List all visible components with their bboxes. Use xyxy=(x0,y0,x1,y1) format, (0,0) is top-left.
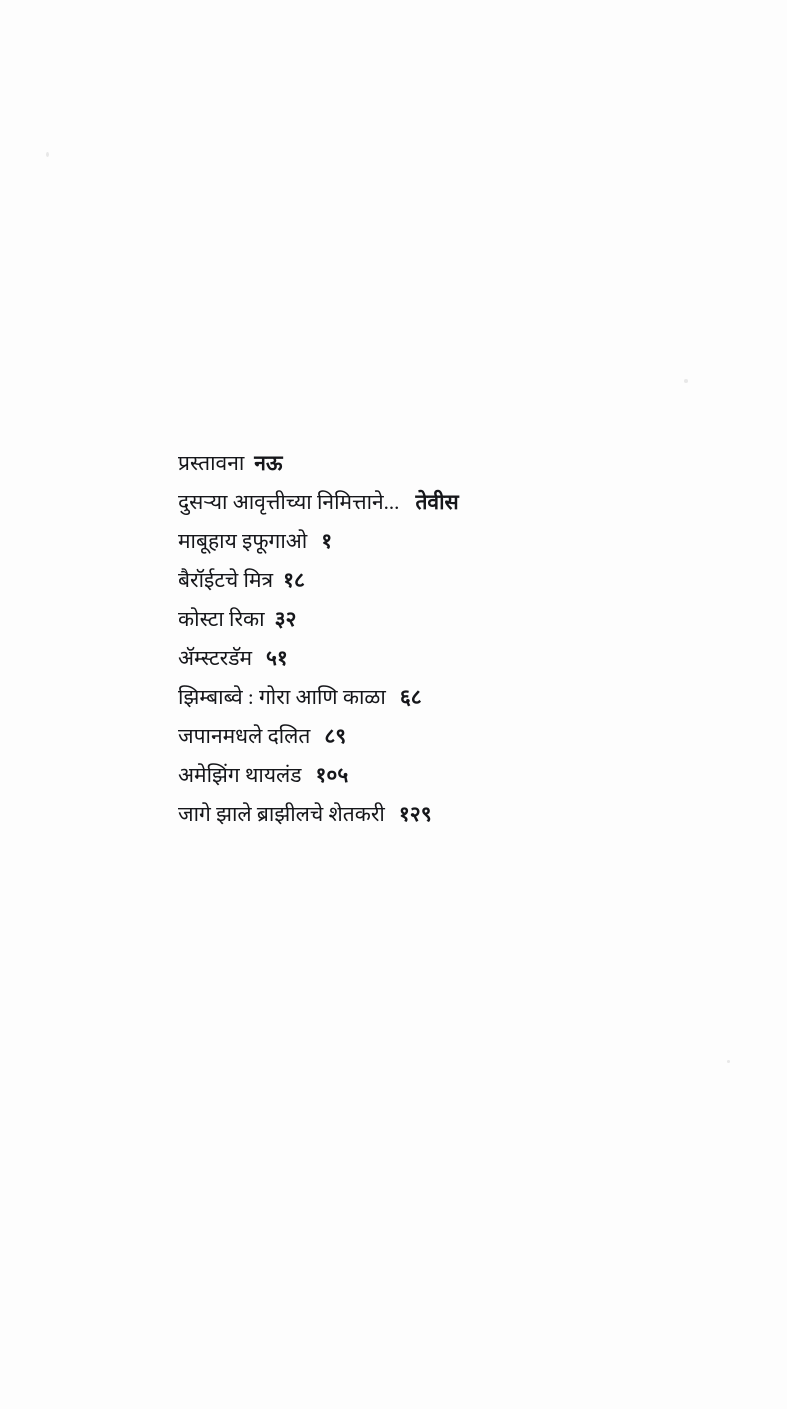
toc-entry[interactable] xyxy=(178,639,738,678)
toc-entry-title: ॲम्स्टरडॅम xyxy=(178,646,253,670)
toc-entry[interactable] xyxy=(178,717,738,756)
toc-entry-title: अमेझिंग थायलंड xyxy=(178,763,302,787)
toc-entry-page: १०५ xyxy=(315,763,349,787)
toc-entry-title: जपानमधले दलित xyxy=(178,724,311,748)
toc-entry[interactable] xyxy=(178,678,738,717)
page-speckle xyxy=(727,1060,730,1063)
toc-entry-title: झिम्बाब्वे : गोरा आणि काळा xyxy=(178,685,386,709)
toc-entry-page: ६८ xyxy=(399,685,422,709)
toc-entry-page: १ xyxy=(321,529,333,553)
toc-entry[interactable] xyxy=(178,522,738,561)
toc-entry-page: १८ xyxy=(283,568,305,592)
toc-entry-title: कोस्टा रिका xyxy=(178,607,265,631)
toc-entry-title: जागे झाले ब्राझीलचे शेतकरी xyxy=(178,802,385,826)
toc-entry[interactable] xyxy=(178,561,738,600)
toc-entry-page: ३२ xyxy=(274,607,297,631)
toc-entry[interactable] xyxy=(178,600,738,639)
toc-entry-page: ८९ xyxy=(324,724,347,748)
toc-entry[interactable] xyxy=(178,444,738,483)
toc-entry-page: १२९ xyxy=(398,802,432,826)
toc-entry[interactable] xyxy=(178,795,738,834)
toc-entry-page: तेवीस xyxy=(415,490,459,514)
toc-entry-title: माबूहाय इफूगाओ xyxy=(178,529,308,553)
toc-entry-title: प्रस्तावना xyxy=(178,451,245,475)
toc-entry[interactable] xyxy=(178,756,738,795)
table-of-contents xyxy=(178,444,738,834)
toc-entry-title: दुसऱ्या आवृत्तीच्या निमित्ताने... xyxy=(178,490,400,514)
page-speckle xyxy=(46,152,49,157)
toc-entry-title: बैरॉईटचे मित्र xyxy=(178,568,274,592)
toc-entry-page: ५१ xyxy=(266,646,288,670)
toc-entry[interactable] xyxy=(178,483,738,522)
toc-entry-page: नऊ xyxy=(254,451,283,475)
page-speckle xyxy=(684,379,688,383)
